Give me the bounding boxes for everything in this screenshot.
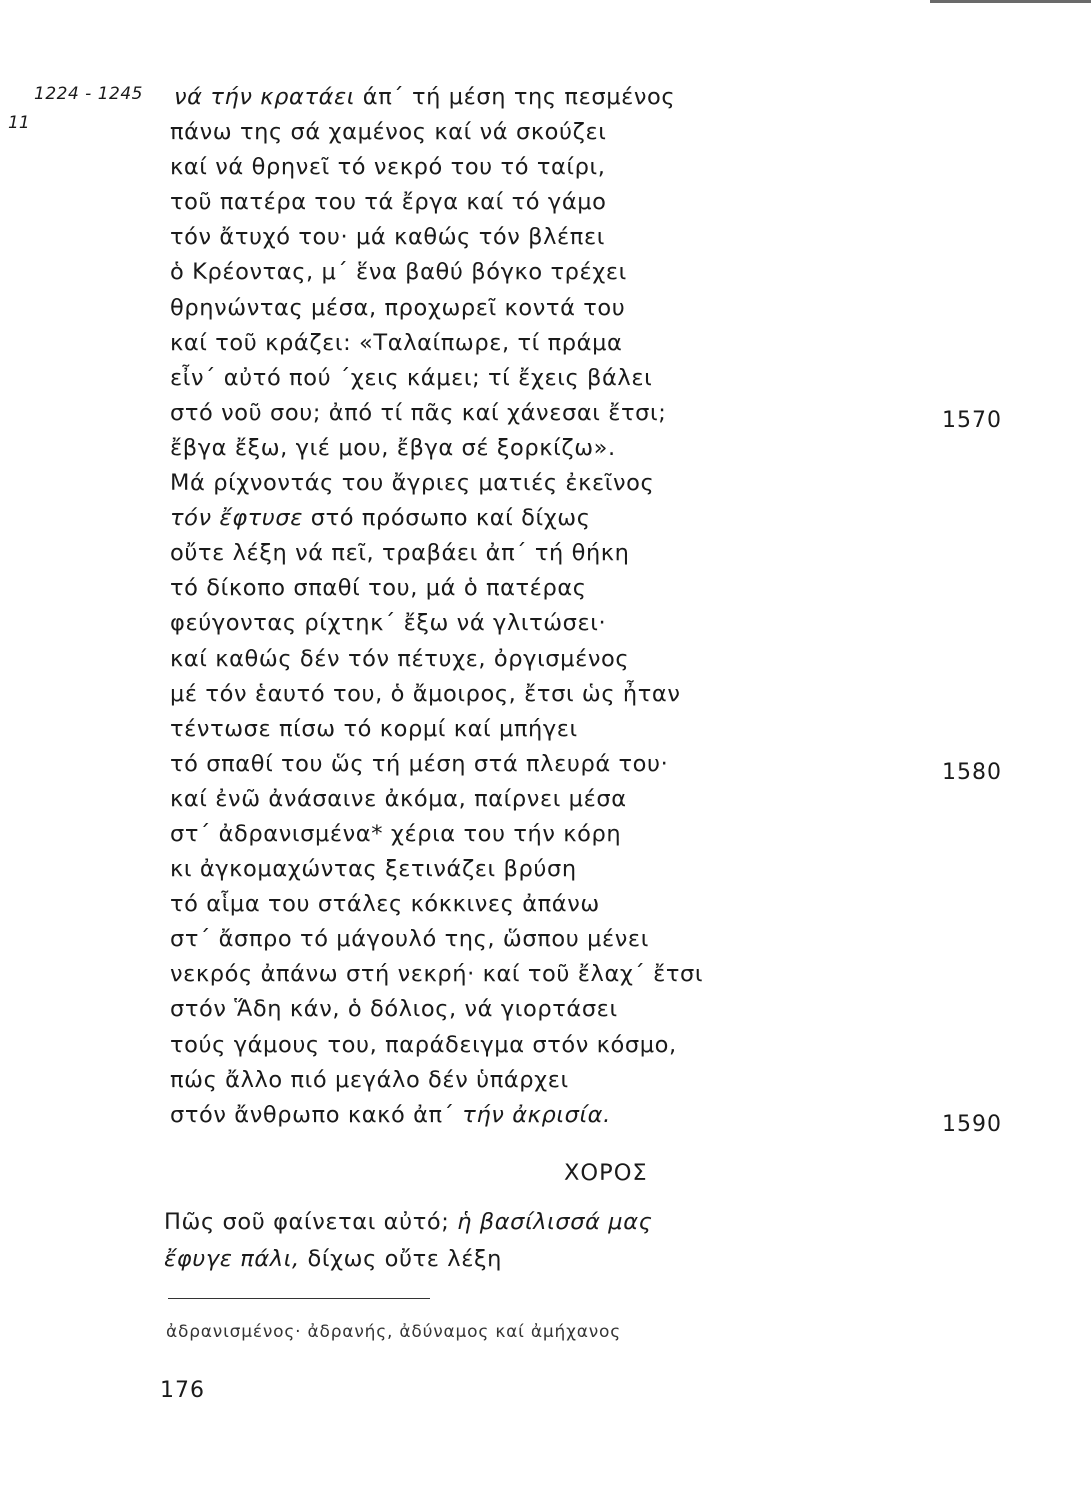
verse-line: νεκρός ἀπάνω στή νεκρή· καί τοῦ ἔλαχ΄ ἔτσι (170, 961, 704, 988)
verse-line: στό νοῦ σου; ἀπό τί πᾶς καί χάνεσαι ἔτσι; (170, 399, 667, 426)
footnote-rule (168, 1298, 430, 1299)
speaker-heading: ΧΟΡΟΣ (564, 1160, 648, 1186)
verse-line: καί τοῦ κράζει: «Ταλαίπωρε, τί πράμα (170, 329, 623, 356)
verse-line: θρηνώντας μέσα, προχωρεῖ κοντά του (170, 294, 626, 321)
verse-line: πώς ἄλλο πιό μεγάλο δέν ὑπάρχει (170, 1066, 569, 1093)
verse-line: στ΄ ἄσπρο τό μάγουλό της, ὥσπου μένει (170, 926, 649, 953)
margin-line-reference: 1224 - 1245 (34, 84, 143, 104)
chorus-line: Πῶς σοῦ φαίνεται αὐτό; ἡ βασίλισσά μας (164, 1209, 653, 1235)
verse-line: στόν ἄνθρωπο κακό ἀπ΄ τήν ἀκρισία. (170, 1101, 611, 1128)
verse-line: καί νά θρηνεῖ τό νεκρό του τό ταίρι, (170, 154, 606, 181)
verse-line: οὔτε λέξη νά πεῖ, τραβάει ἀπ΄ τή θήκη (170, 540, 630, 567)
verse-line: τοῦ πατέρα του τά ἔργα καί τό γάμο (170, 189, 607, 216)
verse-line: ἔβγα ἔξω, γιέ μου, ἔβγα σέ ξορκίζω». (170, 434, 616, 461)
line-number-1580: 1580 (942, 760, 1002, 785)
verse-line: τό δίκοπο σπαθί του, μά ὁ πατέρας (170, 575, 587, 602)
verse-line: τούς γάμους του, παράδειγμα στόν κόσμο, (170, 1031, 677, 1058)
chorus-block (164, 1204, 652, 1278)
verse-line: Μά ρίχνοντάς του ἄγριες ματιές ἐκεῖνος (170, 470, 655, 497)
verse-line: τό αἷμα του στάλες κόκκινες ἀπάνω (170, 891, 600, 918)
verse-line: μέ τόν ἑαυτό του, ὁ ἄμοιρος, ἔτσι ὡς ἦταν (170, 680, 681, 707)
verse-line: καί ἐνῶ ἀνάσαινε ἀκόμα, παίρνει μέσα (170, 785, 627, 812)
verse-line: στ΄ ἀδρανισμένα* χέρια του τήν κόρη (170, 820, 622, 847)
verse-line: ὁ Κρέοντας, μ΄ ἕνα βαθύ βόγκο τρέχει (170, 259, 627, 286)
footnote: ἀδρανισμένος· ἀδρανής, ἀδύναμος καί ἀμήχανος (166, 1322, 621, 1342)
verse-line: καί καθώς δέν τόν πέτυχε, ὀργισμένος (170, 645, 630, 672)
verse-line: στόν Ἅδη κάν, ὁ δόλιος, νά γιορτάσει (170, 996, 618, 1023)
verse-line: εἶν΄ αὐτό πού ΄χεις κάμει; τί ἔχεις βάλει (170, 364, 653, 391)
margin-section-number: 11 (8, 113, 30, 133)
verse-line: φεύγοντας ρίχτηκ΄ ἔξω νά γλιτώσει· (170, 610, 607, 637)
verse-block (170, 80, 703, 1133)
page-number: 176 (160, 1378, 205, 1403)
top-edge-rule (930, 0, 1091, 3)
line-number-1590: 1590 (942, 1112, 1002, 1137)
chorus-line: ἔφυγε πάλι, δίχως οὔτε λέξη (164, 1246, 502, 1272)
verse-line: τόν ἄτυχό του· μά καθώς τόν βλέπει (170, 224, 605, 251)
line-number-1570: 1570 (942, 408, 1002, 433)
verse-line: τόν ἔφτυσε στό πρόσωπο καί δίχως (170, 505, 591, 532)
verse-line: πάνω της σά χαμένος καί νά σκούζει (170, 119, 607, 146)
verse-line: κι ἀγκομαχώντας ξετινάζει βρύση (170, 856, 577, 883)
verse-line: τέντωσε πίσω τό κορμί καί μπήγει (170, 715, 578, 742)
verse-line: τό σπαθί του ὥς τή μέση στά πλευρά του· (170, 750, 669, 777)
verse-line: νά τήν κρατάει άπ΄ τή μέση της πεσμένος (174, 84, 676, 110)
